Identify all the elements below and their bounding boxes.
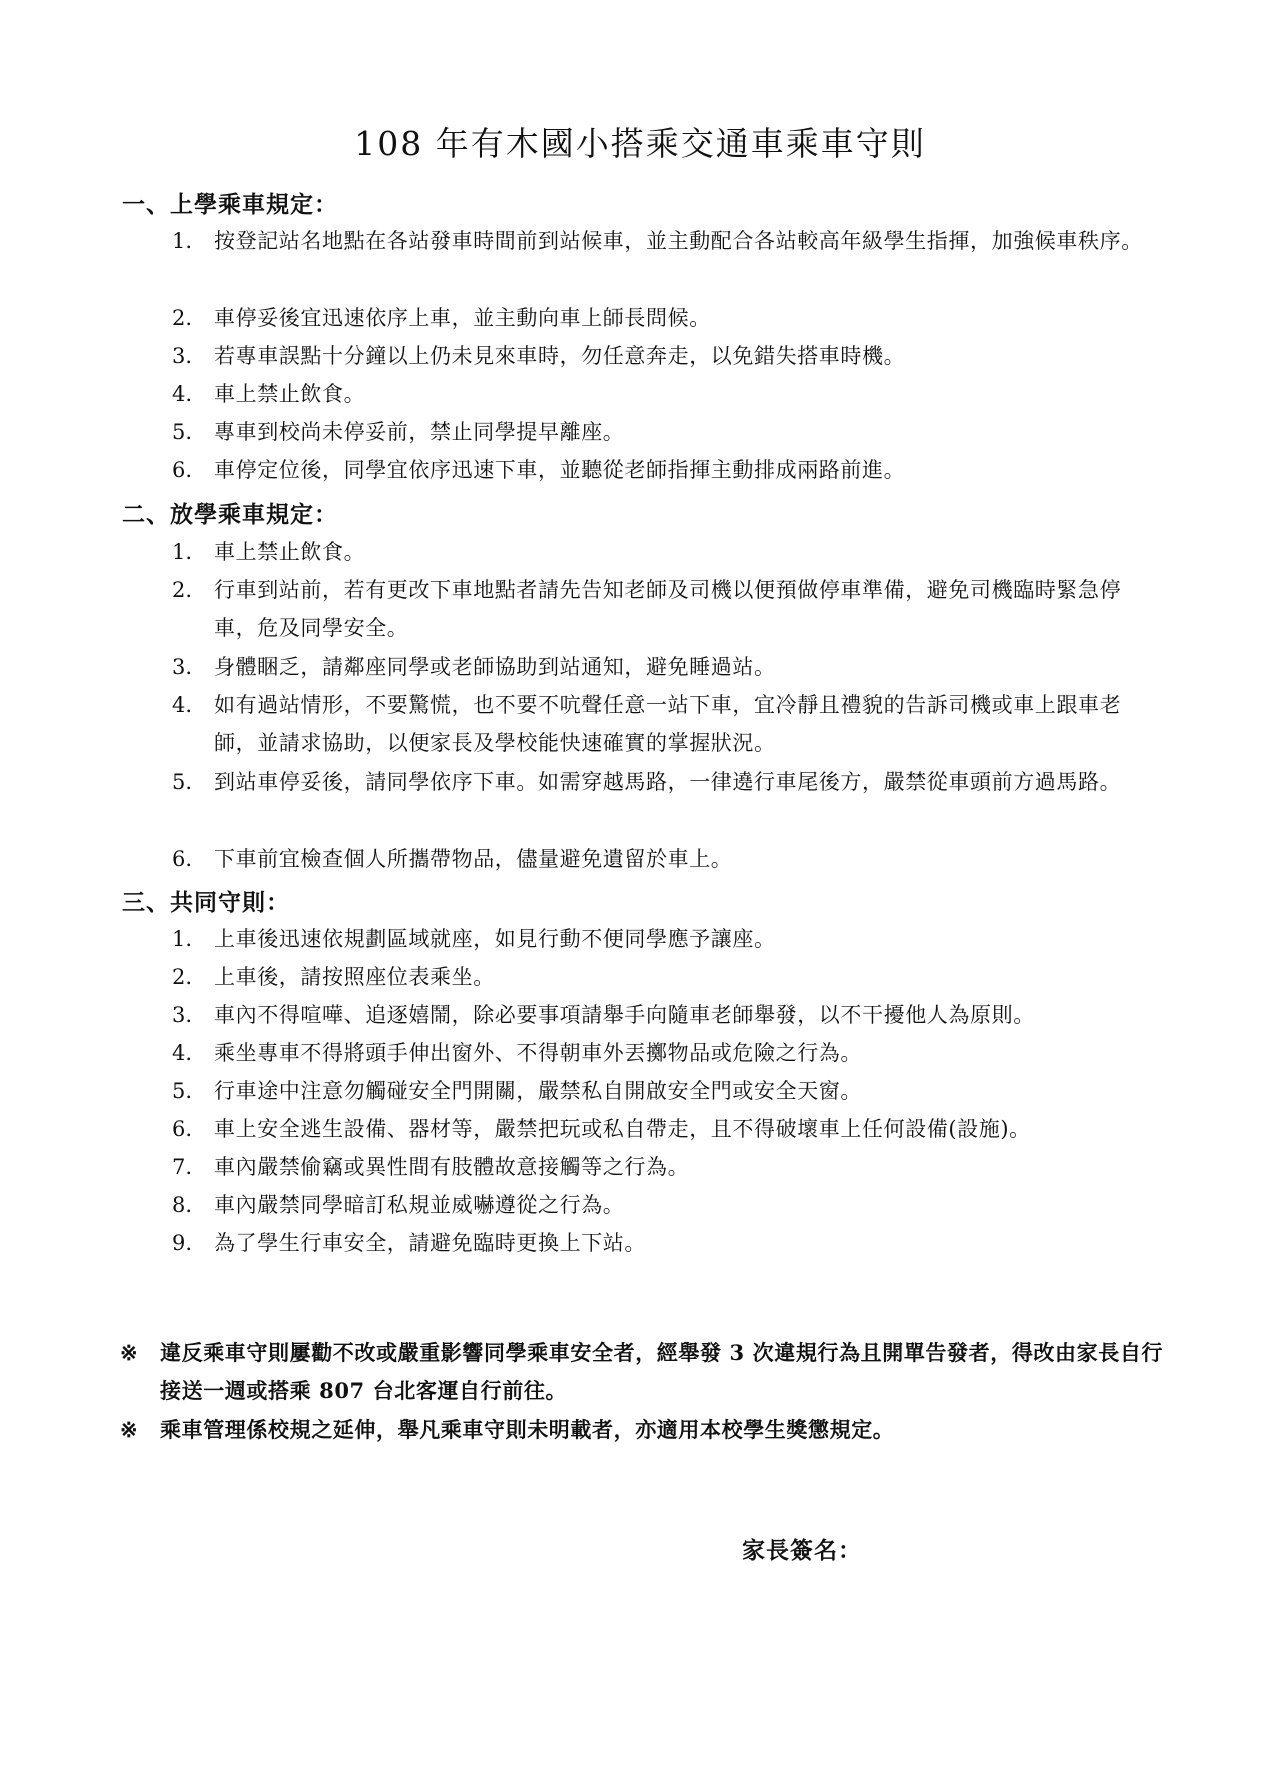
- section-heading-boarding: 一、上學乘車規定：: [122, 191, 338, 218]
- rule-item: [172, 1186, 1152, 1224]
- rule-item: [172, 763, 1152, 801]
- rule-number: 5.: [172, 1079, 193, 1103]
- rule-number: 2.: [172, 306, 193, 330]
- rule-text: 車上禁止飲食。: [214, 382, 366, 406]
- rule-number: 6.: [172, 847, 193, 871]
- rule-text: 為了學生行車安全，請避免臨時更換上下站。: [214, 1231, 646, 1255]
- rule-number: 1.: [172, 540, 193, 564]
- rule-text: 車停妥後宜迅速依序上車，並主動向車上師長問候。: [214, 306, 711, 330]
- rule-text: 行車途中注意勿觸碰安全門開關，嚴禁私自開啟安全門或安全天窗。: [214, 1079, 862, 1103]
- section-heading-common: 三、共同守則：: [122, 889, 290, 916]
- rule-text: 上車後，請按照座位表乘坐。: [214, 965, 495, 989]
- rule-item: [172, 222, 1152, 260]
- rule-item: [172, 375, 1152, 413]
- rule-number: 3.: [172, 1003, 193, 1027]
- rule-item: [172, 1110, 1152, 1148]
- note-text: 乘車管理係校規之延伸，舉凡乘車守則未明載者，亦適用本校學生獎懲規定。: [160, 1417, 895, 1442]
- rule-text: 車內嚴禁同學暗訂私規並威嚇遵從之行為。: [214, 1193, 625, 1217]
- rule-item: [172, 337, 1152, 375]
- rule-item: [172, 451, 1152, 489]
- rule-item: [172, 840, 1152, 878]
- rule-item: [172, 1072, 1152, 1110]
- rule-item: [172, 996, 1152, 1034]
- note-text: 違反乘車守則屢勸不改或嚴重影響同學乘車安全者，經舉發 3 次違規行為且開單告發者，得改由家長自行接送一週或搭乘 807 台北客運自行前往。: [160, 1340, 1164, 1403]
- rule-item: [172, 686, 1152, 762]
- rule-text: 若專車誤點十分鐘以上仍未見來車時，勿任意奔走，以免錯失搭車時機。: [214, 344, 906, 368]
- rule-text: 到站車停妥後，請同學依序下車。如需穿越馬路，一律遶行車尾後方，嚴禁從車頭前方過馬路。: [214, 770, 1122, 794]
- rule-number: 6.: [172, 1117, 193, 1141]
- rule-text: 下車前宜檢查個人所攜帶物品，儘量避免遺留於車上。: [214, 847, 733, 871]
- rule-number: 2.: [172, 965, 193, 989]
- reference-mark-icon: ※: [120, 1417, 138, 1442]
- rule-number: 9.: [172, 1231, 193, 1255]
- rule-text: 車內不得喧嘩、追逐嬉鬧，除必要事項請舉手向隨車老師舉發，以不干擾他人為原則。: [214, 1003, 1035, 1027]
- rule-text: 行車到站前，若有更改下車地點者請先告知老師及司機以便預做停車準備，避免司機臨時緊急停車，危及同學安全。: [214, 578, 1122, 640]
- rule-item: [172, 413, 1152, 451]
- rule-number: 1.: [172, 927, 193, 951]
- rule-number: 3.: [172, 655, 193, 679]
- note-item: [120, 1334, 1170, 1410]
- page-title: 108 年有木國小搭乘交通車乘車守則: [354, 124, 926, 163]
- rule-text: 按登記站名地點在各站發車時間前到站候車，並主動配合各站較高年級學生指揮，加強候車秩序。: [214, 229, 1143, 253]
- rule-text: 上車後迅速依規劃區域就座，如見行動不便同學應予讓座。: [214, 927, 776, 951]
- rule-item: [172, 533, 1152, 571]
- rule-item: [172, 1224, 1152, 1262]
- rule-item: [172, 299, 1152, 337]
- rule-number: 1.: [172, 229, 193, 253]
- rule-number: 3.: [172, 344, 193, 368]
- rule-text: 車上禁止飲食。: [214, 540, 366, 564]
- rule-item: [172, 648, 1152, 686]
- parent-signature-label: 家長簽名：: [742, 1537, 862, 1564]
- rule-number: 2.: [172, 578, 193, 602]
- rule-text: 乘坐專車不得將頭手伸出窗外、不得朝車外丟擲物品或危險之行為。: [214, 1041, 862, 1065]
- rule-number: 4.: [172, 1041, 193, 1065]
- rule-item: [172, 958, 1152, 996]
- note-item: [120, 1411, 1170, 1449]
- rule-number: 7.: [172, 1155, 193, 1179]
- rule-text: 專車到校尚未停妥前，禁止同學提早離座。: [214, 420, 625, 444]
- rule-text: 身體睏乏，請鄰座同學或老師協助到站通知，避免睡過站。: [214, 655, 776, 679]
- rule-number: 5.: [172, 420, 193, 444]
- rule-number: 5.: [172, 770, 193, 794]
- rule-number: 6.: [172, 458, 193, 482]
- rule-item: [172, 920, 1152, 958]
- rule-item: [172, 1034, 1152, 1072]
- rule-text: 車上安全逃生設備、器材等，嚴禁把玩或私自帶走，且不得破壞車上任何設備(設施)。: [214, 1117, 1031, 1141]
- section-heading-dismissal: 二、放學乘車規定：: [122, 501, 338, 528]
- rule-text: 如有過站情形，不要驚慌，也不要不吭聲任意一站下車，宜冷靜且禮貌的告訴司機或車上跟車老師，並請求協助，以便家長及學校能快速確實的掌握狀況。: [214, 693, 1122, 755]
- reference-mark-icon: ※: [120, 1340, 138, 1365]
- rule-text: 車內嚴禁偷竊或異性間有肢體故意接觸等之行為。: [214, 1155, 690, 1179]
- rule-number: 4.: [172, 382, 193, 406]
- rule-number: 4.: [172, 693, 193, 717]
- rule-number: 8.: [172, 1193, 193, 1217]
- rule-item: [172, 571, 1152, 647]
- rule-text: 車停定位後，同學宜依序迅速下車，並聽從老師指揮主動排成兩路前進。: [214, 458, 906, 482]
- rule-item: [172, 1148, 1152, 1186]
